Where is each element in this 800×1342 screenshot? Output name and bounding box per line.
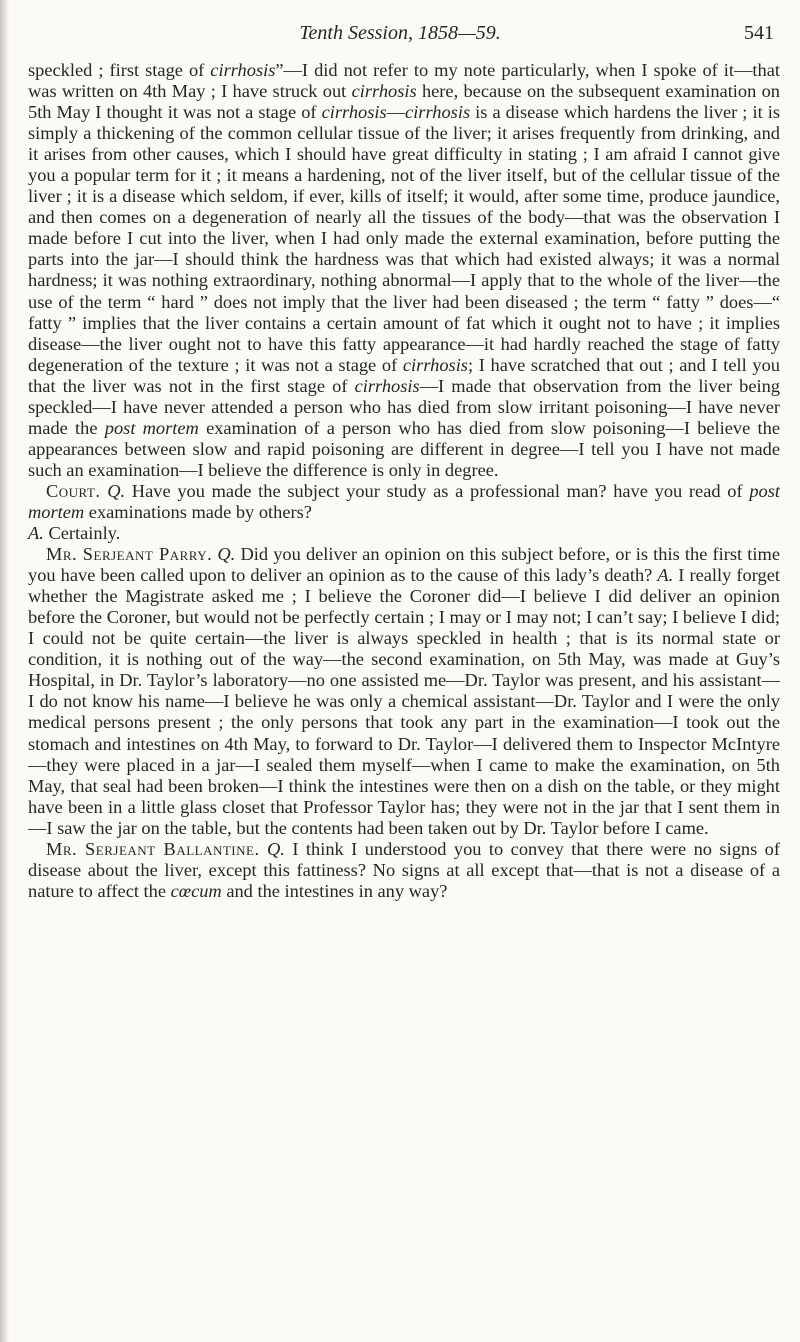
book-spine-shadow <box>0 0 9 1342</box>
italic-term: post mortem <box>28 480 780 522</box>
answer-marker: A. <box>657 565 674 586</box>
speaker-name: Mr. Serjeant Parry. <box>46 544 213 565</box>
text-run: examinations made by others? <box>84 501 312 522</box>
page-body <box>28 60 780 902</box>
question-marker: Q. <box>267 838 285 859</box>
answer-paragraph <box>28 523 780 544</box>
text-run: examination of a person who has died from slow poisoning—I believe the appearances between slow and rapid poisoning are different in degree—I tell you I have not made such an examination—I believe the difference is only in degree. <box>28 417 780 480</box>
ballantine-question-paragraph <box>28 839 780 902</box>
text-run: Did you deliver an opinion on this subject before, or is this the first time you have been called upon to deliver an opinion as to the cause of this lady’s death? <box>28 544 780 586</box>
text-run: — <box>386 102 406 123</box>
question-marker: Q. <box>217 544 236 565</box>
italic-term: cirrhosis <box>210 60 276 80</box>
text-run: ”—I did not refer to my note particularly, when I spoke of it—that was written on 4th May ; I have struck out <box>28 60 780 102</box>
italic-term: cirrhosis <box>351 81 417 102</box>
text-run: I think I understood you to convey that there were no signs of disease about the liver, except this fattiness? No signs at all except that—that is not a disease of a nature to affect the <box>28 838 780 901</box>
page-number: 541 <box>744 22 774 44</box>
italic-term: cirrhosis <box>405 102 471 123</box>
italic-term: cœcum <box>170 880 222 901</box>
text-run: Certainly. <box>43 523 121 544</box>
text-run: is a disease which hardens the liver ; it is simply a thickening of the common cellular tissue of the liver; it arises frequently from drinking, and it arises from other causes, which I should have great difficulty in stating ; I am afraid I cannot give you a popular term for it ; it means a hardening, not of the liver itself, but of the cellular tissue of the liver ; it is a disease which seldom, if ever, kills of itself; it would, after some time, produce jaundice, and then comes on a degeneration of nearly all the tissues of the body—that was the observation I made before I cut into the liver, when I had only made the external examination, before putting the parts into the jar—I should think the hardness was that which had existed always; it was a normal hardness; it was nothing extraordinary, nothing abnormal—I apply that to the whole of the liver—the use of the term “ hard ” does not imply that the liver had been diseased ; the term “ fatty ” does—“ fatty ” implies that the liver contains a certain amount of fat which it ought not to have ; it implies disease—the liver ought not to have this fatty appearance—it had hardly reached the stage of fatty degeneration of the texture ; it was not a stage of <box>28 102 780 375</box>
page-header <box>18 14 782 50</box>
italic-term: cirrhosis <box>321 102 387 123</box>
text-run: speckled ; first stage of <box>28 60 211 80</box>
italic-term: post mortem <box>104 417 199 438</box>
text-run: and the intestines in any way? <box>221 880 448 901</box>
text-run: here, because on the subsequent examination on 5th May I thought it was not a stage of <box>28 81 780 123</box>
italic-term: cirrhosis <box>354 375 420 396</box>
answer-marker: A. <box>28 523 44 544</box>
text-run: ; I have scratched that out ; and I tell you that the liver was not in the first stage of <box>28 354 780 396</box>
text-run: Have you made the subject your study as a professional man? have you read of <box>125 480 750 501</box>
speaker-name: Mr. Serjeant Ballantine. <box>46 838 260 859</box>
court-question-paragraph <box>28 481 780 523</box>
running-title: Tenth Session, 1858—59. <box>299 22 501 44</box>
text-run: —I made that observation from the liver being speckled—I have never attended a person who has died from slow irritant poisoning—I have never made the <box>28 375 781 438</box>
parry-question-paragraph <box>28 544 780 839</box>
question-marker: Q. <box>107 480 126 501</box>
testimony-paragraph <box>28 60 780 481</box>
italic-term: cirrhosis <box>402 354 468 375</box>
text-run: I really forget whether the Magistrate asked me ; I believe the Coroner did—I believe I did deliver an opinion before the Coroner, but would not be perfectly certain ; I may or I may not; I can’t say; I believe I did; I could not be quite certain—the liver is always speckled in health ; that is its normal state or condition, it is nothing out of the way—the second examination, on 5th May, was made at Guy’s Hospital, in Dr. Taylor’s laboratory—no one assisted me—Dr. Taylor was present, and his assistant—I do not know his name—I believe he was only a chemical assistant—Dr. Taylor and I were the only medical persons present ; the only persons that took any part in the examination—I took out the stomach and intestines on 4th May, to forward to Dr. Taylor—I delivered them to Inspector McIntyre—they were placed in a jar—I sealed them myself—when I came to make the examination, on 5th May, that seal had been broken—I think the intestines were then on a dish on the table, or they might have been in a little glass closet that Professor Taylor has; they were not in the jar that I sent them in—I saw the jar on the table, but the contents had been taken out by Dr. Taylor before I came. <box>28 565 780 838</box>
speaker-name: Court. <box>46 480 101 501</box>
